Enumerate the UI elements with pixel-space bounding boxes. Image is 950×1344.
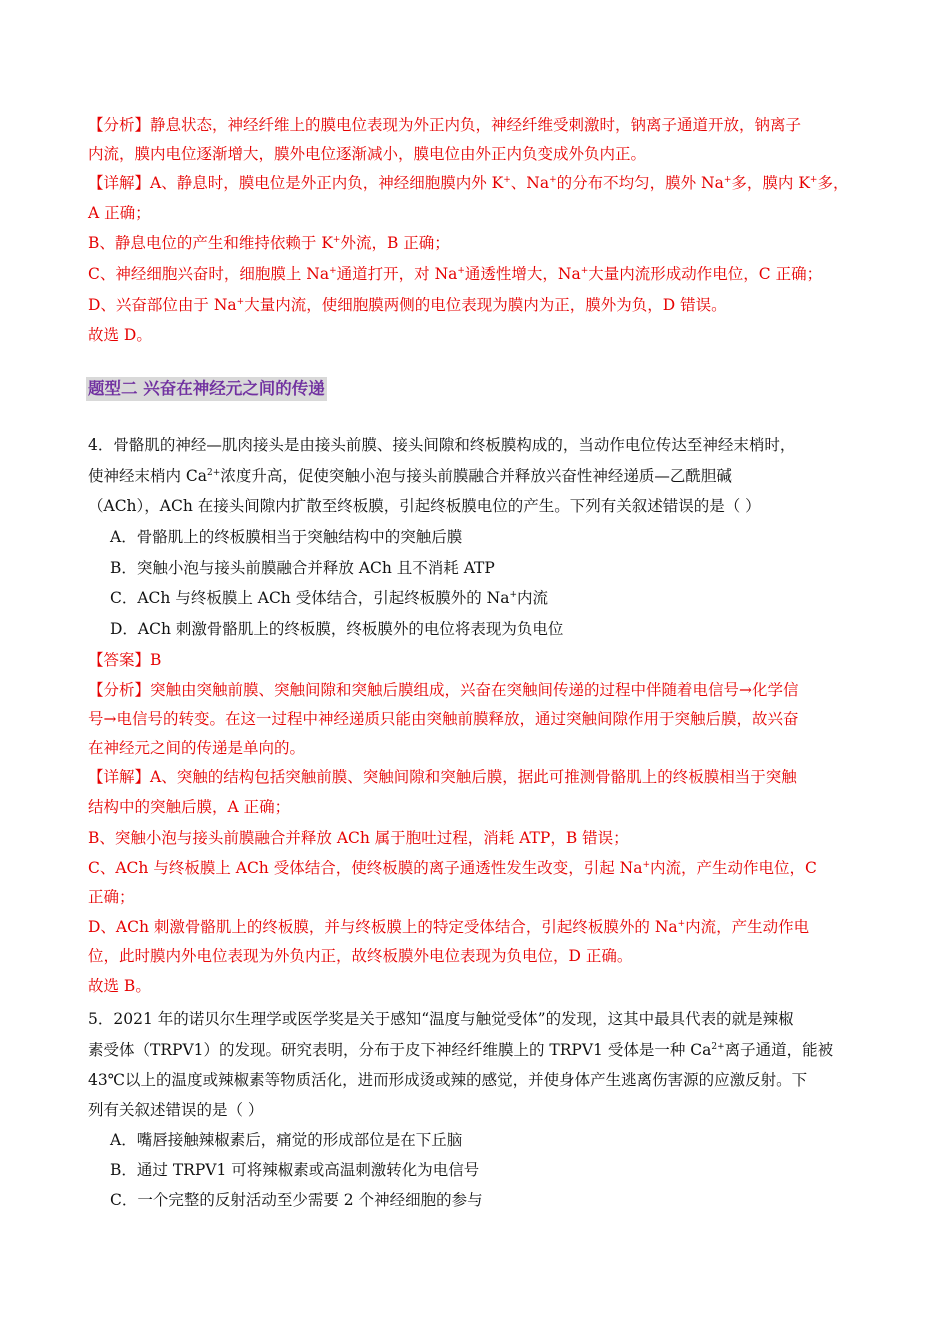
q4-option-c: C．ACh 与终板膜上 ACh 受体结合，引起终板膜外的 Na+内流 [110, 589, 549, 607]
q4-analysis-line-2: 号→电信号的转变。在这一过程中神经递质只能由突触前膜释放，通过突触间隙作用于突触后膜，故兴奋 [88, 710, 799, 728]
q4-analysis-line-1: 【分析】突触由突触前膜、突触间隙和突触后膜组成，兴奋在突触间传递的过程中伴随着电信号→化学信 [88, 681, 799, 699]
q5-option-a: A．嘴唇接触辣椒素后，痛觉的形成部位是在下丘脑 [110, 1131, 463, 1149]
q4-stem-line-3: （ACh），ACh 在接头间隙内扩散至终板膜，引起终板膜电位的产生。下列有关叙述错误的是（ ） [88, 497, 761, 515]
q4-analysis-line-3: 在神经元之间的传递是单向的。 [88, 739, 306, 757]
q4-detail-line-8: 故选 B。 [88, 977, 151, 995]
q5-option-c: C．一个完整的反射活动至少需要 2 个神经细胞的参与 [110, 1191, 483, 1209]
detail-3-line-6: 故选 D。 [88, 326, 152, 344]
q4-detail-line-3: B、突触小泡与接头前膜融合并释放 ACh 属于胞吐过程，消耗 ATP，B 错误； [88, 829, 629, 847]
q5-option-b: B．通过 TRPV1 可将辣椒素或高温刺激转化为电信号 [110, 1161, 480, 1179]
q4-answer: 【答案】B [88, 651, 162, 669]
q4-detail-line-2: 结构中的突触后膜，A 正确； [88, 798, 291, 816]
q4-option-a: A．骨骼肌上的终板膜相当于突触结构中的突触后膜 [110, 528, 463, 546]
analysis-3-line-1: 【分析】静息状态，神经纤维上的膜电位表现为外正内负，神经纤维受刺激时，钠离子通道开放，钠离子 [88, 116, 802, 134]
q4-stem-line-2: 使神经末梢内 $Ca^{2+}$浓度升高，促使突触小泡与接头前膜融合并释放兴奋性神经递质—乙酰胆碱 [88, 467, 732, 485]
q4-detail-line-4: C、ACh 与终板膜上 ACh 受体结合，使终板膜的离子通透性发生改变，引起 Na+内流，产生动作电位，C [88, 859, 817, 877]
q4-detail-line-7: 位，此时膜内外电位表现为外负内正，故终板膜外电位表现为负电位，D 正确。 [88, 947, 633, 965]
analysis-3-line-2: 内流，膜内电位逐渐增大，膜外电位逐渐减小，膜电位由外正内负变成外负内正。 [88, 145, 647, 163]
q4-option-b: B．突触小泡与接头前膜融合并释放 ACh 且不消耗 ATP [110, 559, 495, 577]
detail-3-line-2: A 正确； [88, 204, 151, 222]
q4-detail-line-1: 【详解】A、突触的结构包括突触前膜、突触间隙和突触后膜，据此可推测骨骼肌上的终板膜相当于突触 [88, 768, 797, 786]
q5-stem-line-2: 素受体（TRPV1）的发现。研究表明，分布于皮下神经纤维膜上的 TRPV1 受体是一种 $Ca^{2+}$离子通道，能被 [88, 1041, 834, 1059]
q4-option-d: D．ACh 刺激骨骼肌上的终板膜，终板膜外的电位将表现为负电位 [110, 620, 564, 638]
detail-3-line-1: 【详解】A、静息时，膜电位是外正内负，神经细胞膜内外 K+、Na+的分布不均匀，膜外 Na+多，膜内 K+多， [88, 174, 849, 192]
q4-detail-line-6: D、ACh 刺激骨骼肌上的终板膜，并与终板膜上的特定受体结合，引起终板膜外的 Na+内流，产生动作电 [88, 918, 810, 936]
detail-3-line-5: D、兴奋部位由于 Na+大量内流，使细胞膜两侧的电位表现为膜内为正，膜外为负，D 错误。 [88, 296, 727, 314]
q4-detail-line-5: 正确； [88, 888, 135, 906]
detail-3-line-3: B、静息电位的产生和维持依赖于 K+外流，B 正确； [88, 234, 450, 252]
q4-stem-line-1: 4．骨骼肌的神经—肌肉接头是由接头前膜、接头间隙和终板膜构成的，当动作电位传达至神经末梢时， [88, 436, 796, 454]
q5-stem-line-1: 5．2021 年的诺贝尔生理学或医学奖是关于感知“温度与触觉受体”的发现，这其中最具代表的就是辣椒 [88, 1010, 794, 1028]
q5-stem-line-3: 43℃以上的温度或辣椒素等物质活化，进而形成烫或辣的感觉，并使身体产生逃离伤害源的应激反射。下 [88, 1071, 808, 1089]
q5-stem-line-4: 列有关叙述错误的是（ ） [88, 1101, 264, 1119]
section-heading: 题型二 兴奋在神经元之间的传递 [86, 377, 327, 401]
detail-3-line-4: C、神经细胞兴奋时，细胞膜上 Na+通道打开，对 Na+通透性增大，Na+大量内流形成动作电位，C 正确； [88, 265, 823, 283]
